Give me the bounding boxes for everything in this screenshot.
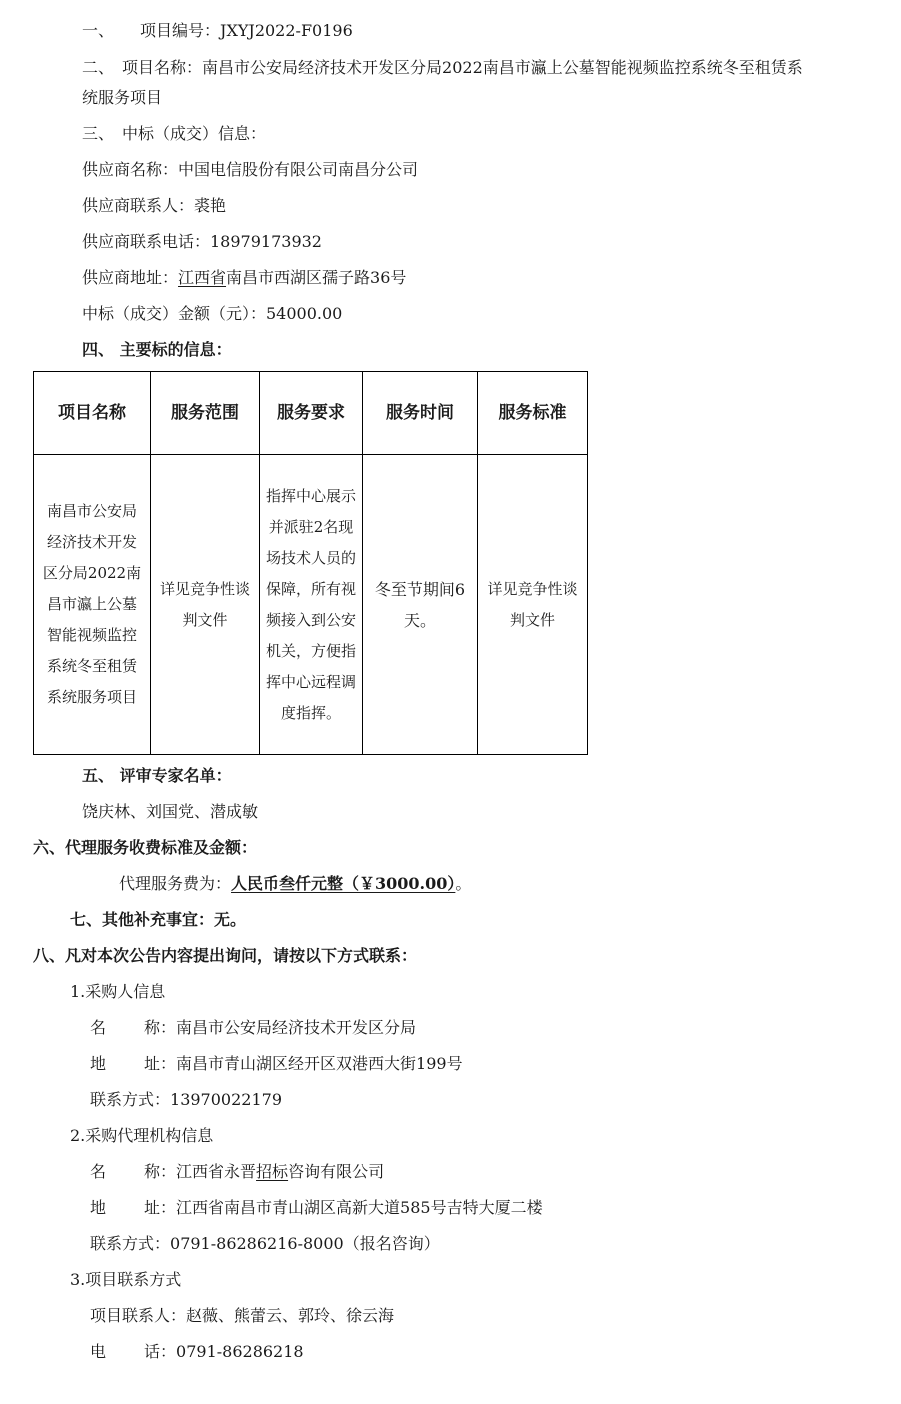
table-header-row	[34, 372, 588, 455]
project-name-line	[82, 58, 803, 78]
label-char: 电	[90, 1342, 107, 1361]
award-amount: 中标（成交）金额（元）：54000.00	[82, 304, 343, 323]
expert-list: 饶庆林、刘国党、潜成敏	[82, 802, 259, 821]
project-contact-title: 3.项目联系方式	[70, 1270, 182, 1289]
agency-name-underlined: 招标	[256, 1162, 289, 1181]
contact-label: 联系方式：	[90, 1234, 171, 1253]
purchaser-info-title: 1.采购人信息	[70, 982, 166, 1001]
label-char: 名	[90, 1018, 107, 1037]
project-name-value: 南昌市公安局经济技术开发区分局2022南昌市瀛上公墓智能视频监控系统冬至租赁系	[202, 58, 803, 77]
expert-list-heading: 五、 评审专家名单：	[82, 766, 232, 785]
header-service-requirement: 服务要求	[260, 372, 363, 455]
agency-address-line	[90, 1198, 543, 1218]
cell-service-standard: 详见竞争性谈判文件	[478, 455, 588, 755]
label-char: 名	[90, 1162, 107, 1181]
label-char: 地	[90, 1198, 107, 1217]
agency-fee-value: 人民币叁仟元整（￥3000.00）	[231, 874, 456, 893]
supplier-name: 供应商名称：中国电信股份有限公司南昌分公司	[82, 160, 419, 179]
project-name-label: 项目名称：	[122, 58, 203, 77]
section-number: 三、	[82, 124, 115, 143]
supplier-address-label: 供应商地址：	[82, 268, 179, 287]
header-service-standard: 服务标准	[478, 372, 588, 455]
contact-heading: 八、凡对本次公告内容提出询问，请按以下方式联系：	[33, 946, 418, 965]
agency-contact-line	[90, 1234, 440, 1254]
contact-label: 项目联系人：	[90, 1306, 187, 1325]
agency-contact: 0791-86286216-8000（报名咨询）	[170, 1234, 440, 1253]
award-info-heading	[82, 124, 266, 144]
label-char: 称：	[144, 1018, 177, 1037]
cell-project-name: 南昌市公安局经济技术开发区分局2022南昌市瀛上公墓智能视频监控系统冬至租赁系统服务项目	[34, 455, 151, 755]
cell-service-time: 冬至节期间6天。	[363, 455, 478, 755]
supplier-address-province: 江西省	[178, 268, 227, 287]
purchaser-contact-line	[90, 1090, 282, 1110]
project-number-label: 项目编号：	[140, 21, 221, 40]
header-project-name: 项目名称	[34, 372, 151, 455]
agency-name-line	[90, 1162, 384, 1182]
label-char: 址：	[144, 1198, 177, 1217]
award-info-title: 中标（成交）信息：	[122, 124, 267, 143]
agency-info-title: 2.采购代理机构信息	[70, 1126, 214, 1145]
agency-address: 江西省南昌市青山湖区高新大道585号吉特大厦二楼	[176, 1198, 543, 1217]
project-contact-persons-line	[90, 1306, 394, 1326]
project-number-value: JXYJ2022-F0196	[220, 21, 353, 40]
supplementary-matters: 七、其他补充事宜：无。	[70, 910, 247, 929]
agency-name-part: 咨询有限公司	[288, 1162, 385, 1181]
label-char: 址：	[144, 1054, 177, 1073]
supplier-address-detail: 南昌市西湖区孺子路36号	[226, 268, 407, 287]
agency-fee-end: 。	[455, 874, 472, 893]
cell-service-requirement: 指挥中心展示并派驻2名现场技术人员的保障，所有视频接入到公安机关，方便指挥中心远程调度指挥。	[260, 455, 363, 755]
project-phone-line	[90, 1342, 304, 1362]
project-phone: 0791-86286218	[176, 1342, 304, 1361]
agency-fee-line	[119, 874, 471, 894]
header-service-scope: 服务范围	[151, 372, 260, 455]
section-number: 一、	[82, 21, 115, 40]
supplier-contact: 供应商联系人：裘艳	[82, 196, 227, 215]
supplier-address	[82, 268, 406, 288]
subject-info-table	[33, 371, 588, 755]
section-number: 二、	[82, 58, 115, 77]
contact-label: 联系方式：	[90, 1090, 171, 1109]
label-char: 地	[90, 1054, 107, 1073]
project-name-continuation: 统服务项目	[82, 88, 163, 107]
project-number-line	[82, 21, 353, 41]
supplier-phone: 供应商联系电话：18979173932	[82, 232, 322, 251]
cell-service-scope: 详见竞争性谈判文件	[151, 455, 260, 755]
purchaser-address: 南昌市青山湖区经开区双港西大街199号	[176, 1054, 463, 1073]
agency-fee-heading: 六、代理服务收费标准及金额：	[33, 838, 258, 857]
table-row	[34, 455, 588, 755]
main-subject-heading: 四、 主要标的信息：	[82, 340, 232, 359]
label-char: 话：	[144, 1342, 177, 1361]
purchaser-address-line	[90, 1054, 463, 1074]
agency-fee-label: 代理服务费为：	[119, 874, 232, 893]
purchaser-contact: 13970022179	[170, 1090, 282, 1109]
purchaser-name: 南昌市公安局经济技术开发区分局	[176, 1018, 417, 1037]
purchaser-name-line	[90, 1018, 416, 1038]
header-service-time: 服务时间	[363, 372, 478, 455]
project-contact-persons: 赵薇、熊蕾云、郭玲、徐云海	[186, 1306, 395, 1325]
agency-name-part: 江西省永晋	[176, 1162, 257, 1181]
label-char: 称：	[144, 1162, 177, 1181]
